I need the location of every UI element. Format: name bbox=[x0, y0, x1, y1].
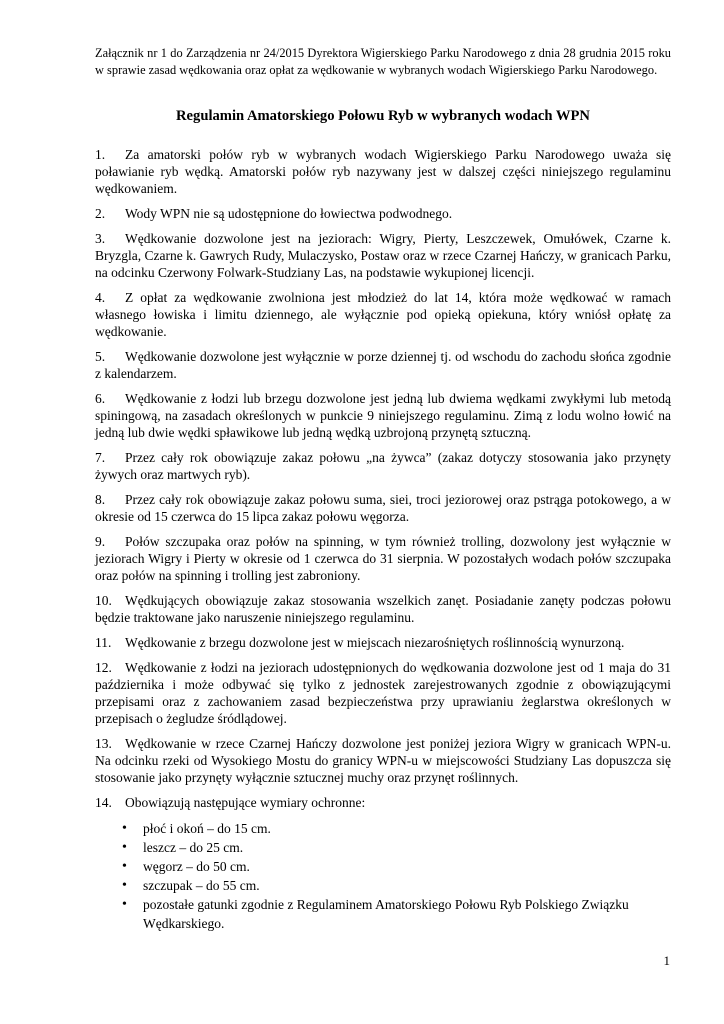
item-text: Wędkujących obowiązuje zakaz stosowania wszelkich zanęt. Posiadanie zanęty podczas połowu będzie traktowane jako naruszenie niniejszego regulaminu. bbox=[95, 592, 671, 626]
item-number: 13. bbox=[95, 735, 112, 751]
regulation-item-5 bbox=[95, 348, 671, 382]
regulation-item-12 bbox=[95, 659, 671, 728]
regulation-items bbox=[95, 146, 671, 811]
list-item-wegorz: • węgorz – do 50 cm. bbox=[95, 857, 671, 876]
item-text: Wędkowanie z łodzi na jeziorach udostępnionych do wędkowania dozwolone jest od 1 maja do 31 października i może odbywać się tylko z jednostek zarejestrowanych zgodnie z obowiązującymi przepisami oraz z zachowaniem zasad bezpieczeństwa przy uprawianiu żeglarstwa określonych w przepisach o żegludze śródlądowej. bbox=[95, 659, 671, 727]
item-number: 1. bbox=[95, 147, 106, 162]
page-number: 1 bbox=[663, 953, 670, 968]
regulation-item-13 bbox=[95, 735, 671, 787]
item-text: Obowiązują następujące wymiary ochronne: bbox=[125, 795, 366, 810]
document-title: Regulamin Amatorskiego Połowu Ryb w wybranych wodach WPN bbox=[176, 108, 590, 124]
item-text: Wędkowanie z brzegu dozwolone jest w miejscach niezarośniętych roślinnością wynurzoną. bbox=[125, 634, 625, 650]
regulation-item-10 bbox=[95, 592, 671, 626]
item-text: Wody WPN nie są udostępnione do łowiectwa podwodnego. bbox=[125, 206, 453, 222]
regulation-item-3 bbox=[95, 230, 671, 282]
regulation-item-2 bbox=[95, 205, 671, 222]
regulation-item-11 bbox=[95, 634, 671, 651]
item-number: 6. bbox=[95, 390, 106, 406]
item-text: Z opłat za wędkowanie zwolniona jest młodzież do lat 14, która może wędkować w ramach własnego łowiska i limitu dziennego, ale wyłącznie pod opieką opiekuna, który wniósł opłatę za wędkowanie. bbox=[95, 289, 671, 340]
list-item-ploc-okon: • płoć i okoń – do 15 cm. bbox=[95, 819, 671, 838]
regulation-item-1 bbox=[95, 146, 671, 198]
regulation-item-9 bbox=[95, 533, 671, 585]
item-text: Połów szczupaka oraz połów na spinning, w tym również trolling, dozwolony jest wyłącznie w jeziorach Wigry i Pierty w okresie od 1 czerwca do 31 sierpnia. W pozostałych wodach połów szczupaka oraz połów na spinning i trolling jest zabroniony. bbox=[95, 533, 671, 584]
attachment-header: Załącznik nr 1 do Zarządzenia nr 24/2015 Dyrektora Wigierskiego Parku Narodowego z dnia 28 grudnia 2015 roku w sprawie zasad wędkowania oraz opłat za wędkowanie w wybranych wodach Wigierskiego Parku Narodowego. bbox=[95, 46, 671, 77]
list-item-leszcz: • leszcz – do 25 cm. bbox=[95, 838, 671, 857]
item-number: 2. bbox=[95, 206, 106, 222]
regulation-item-6 bbox=[95, 390, 671, 442]
item-text: Przez cały rok obowiązuje zakaz połowu suma, siei, troci jeziorowej oraz pstrąga potokowego, a w okresie od 15 czerwca do 15 lipca zakaz połowu węgorza. bbox=[95, 491, 671, 525]
item-text: Wędkowanie dozwolone jest na jeziorach: Wigry, Pierty, Leszczewek, Omułówek, Czarne k. Bryzgla, Czarne k. Gawrych Rudy, Mulaczysko, Postaw oraz w rzece Czarnej Hańczy, w granicach Parku, na odcinku Czerwony Folwark-Studziany Las, na podstawie wykupionej licencji. bbox=[95, 230, 671, 281]
item-number: 12. bbox=[95, 659, 112, 675]
item-text: Wędkowanie w rzece Czarnej Hańczy dozwolone jest poniżej jeziora Wigry w granicach WPN-u. Na odcinku rzeki od Wysokiego Mostu do granicy WPN-u w miejscowości Studziany Las dopuszcza się stosowanie jako przynęty wyłącznie sztucznej muchy oraz przynęt roślinnych. bbox=[95, 735, 671, 786]
list-item-pozostale-gatunki: • pozostałe gatunki zgodnie z Regulaminem Amatorskiego Połowu Ryb Polskiego Związku Wędkarskiego. bbox=[95, 895, 671, 933]
regulation-item-8 bbox=[95, 491, 671, 525]
protective-sizes-list bbox=[95, 819, 671, 933]
item-number: 3. bbox=[95, 230, 106, 246]
item-text: Za amatorski połów ryb w wybranych wodach Wigierskiego Parku Narodowego uważa się poławianie ryb wędką. Amatorski połów ryb nazywany jest w dalszej części niniejszego regulaminu wędkowaniem. bbox=[95, 147, 671, 197]
item-number: 4. bbox=[95, 289, 106, 305]
list-item-szczupak: • szczupak – do 55 cm. bbox=[95, 876, 671, 895]
item-number: 9. bbox=[95, 533, 106, 549]
regulation-item-4 bbox=[95, 289, 671, 341]
item-number: 14. bbox=[95, 795, 112, 810]
item-number: 8. bbox=[95, 491, 106, 507]
item-number: 11. bbox=[95, 634, 112, 650]
item-text: Przez cały rok obowiązuje zakaz połowu „na żywca” (zakaz dotyczy stosowania jako przynęty żywych oraz martwych ryb). bbox=[95, 450, 671, 483]
regulation-item-7 bbox=[95, 449, 671, 483]
document-content bbox=[95, 45, 671, 933]
regulation-item-14 bbox=[95, 794, 671, 811]
item-text: Wędkowanie dozwolone jest wyłącznie w porze dziennej tj. od wschodu do zachodu słońca zgodnie z kalendarzem. bbox=[95, 349, 671, 382]
item-text: Wędkowanie z łodzi lub brzegu dozwolone jest jedną lub dwiema wędkami zwykłymi lub metodą spiningową, na zasadach określonych w punkcie 9 niniejszego regulaminu. Zimą z lodu wolno łowić na jedną lub dwie wędki spławikowe lub jedną wędką uzbrojoną przynętą sztuczną. bbox=[95, 390, 671, 441]
item-number: 10. bbox=[95, 592, 112, 608]
item-number: 5. bbox=[95, 349, 106, 365]
item-number: 7. bbox=[95, 450, 106, 466]
